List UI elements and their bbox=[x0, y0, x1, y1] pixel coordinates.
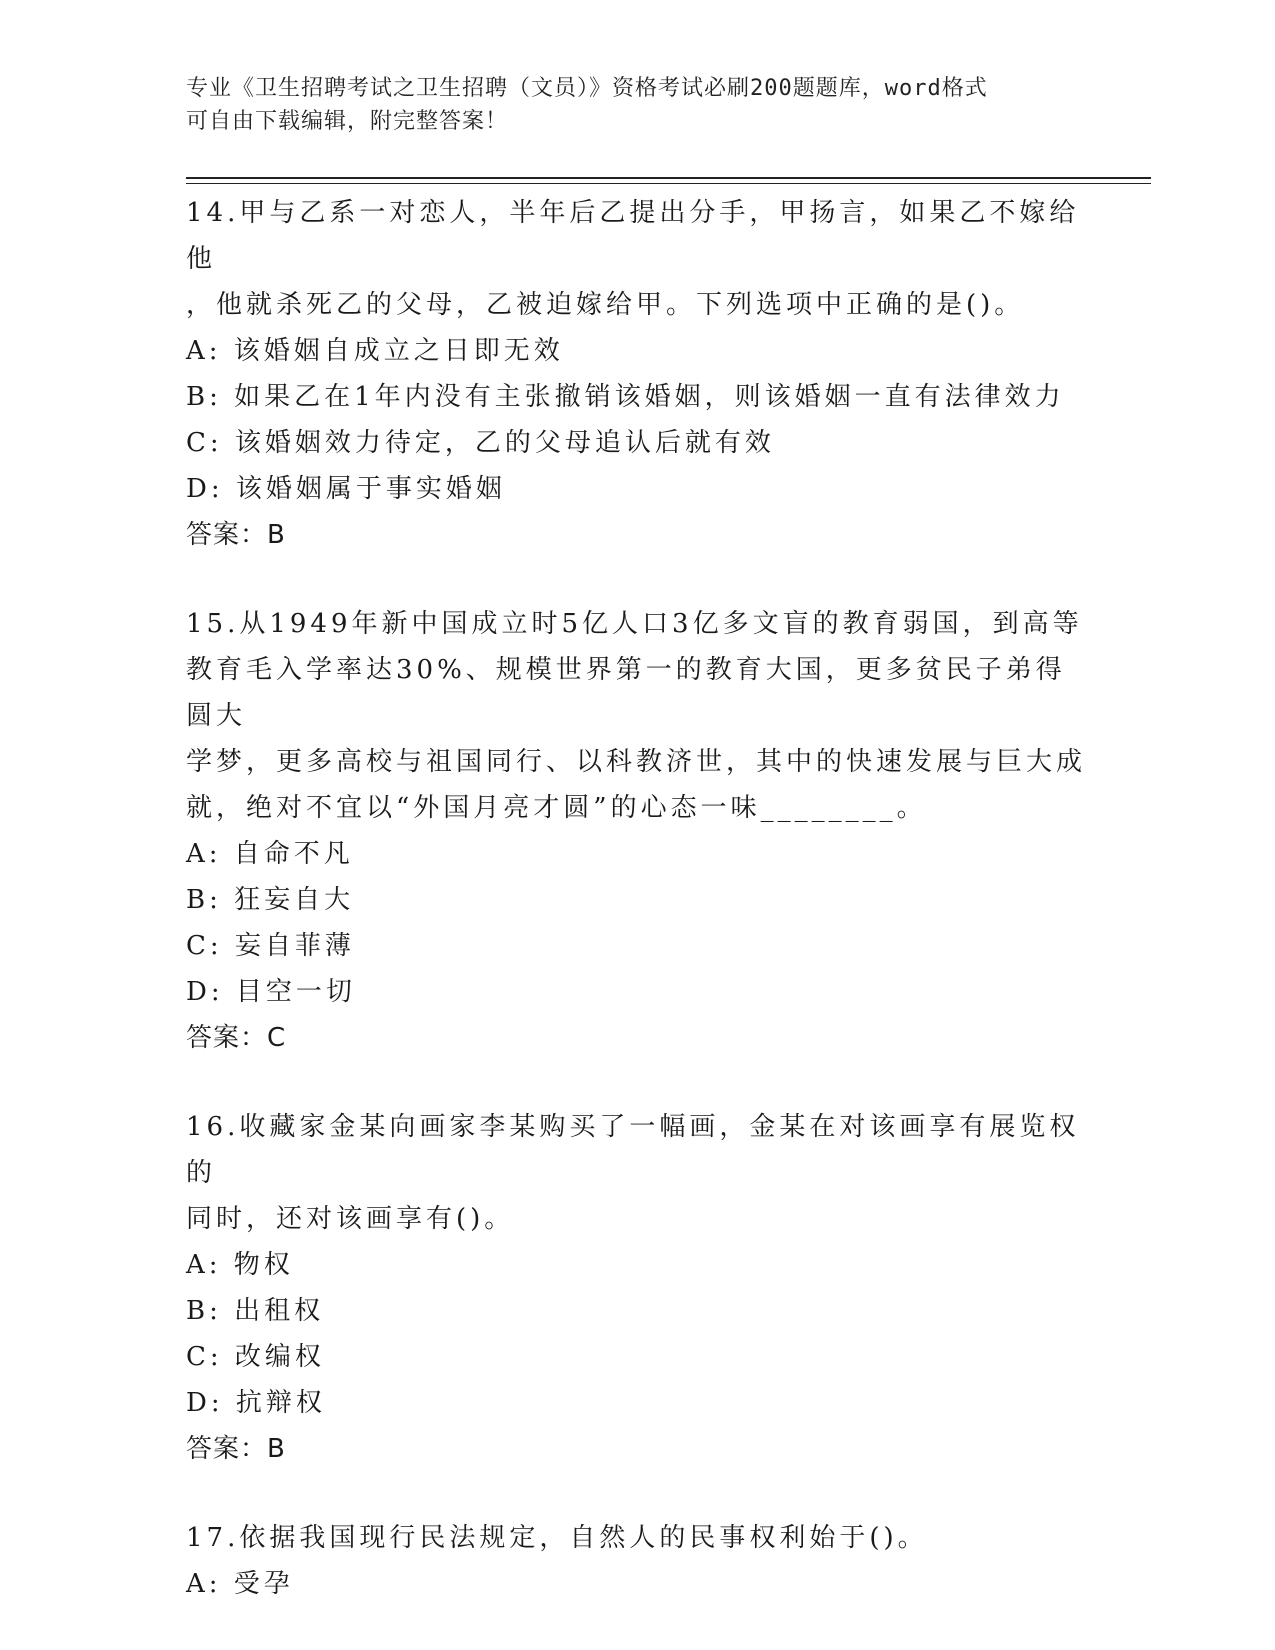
header-rule-thick bbox=[186, 177, 1151, 179]
question-stem: 教育毛入学率达30%、规模世界第一的教育大国，更多贫民子弟得圆大 bbox=[186, 655, 1066, 731]
question-stem: 15.从1949年新中国成立时5亿人口3亿多文盲的教育弱国，到高等 bbox=[186, 609, 1083, 639]
question-17 bbox=[186, 1515, 1091, 1607]
question-stem: 17.依据我国现行民法规定，自然人的民事权利始于()。 bbox=[186, 1523, 928, 1553]
option-d: D: 抗辩权 bbox=[186, 1388, 326, 1418]
option-c: C: 改编权 bbox=[186, 1342, 325, 1372]
option-c: C: 该婚姻效力待定，乙的父母追认后就有效 bbox=[186, 428, 775, 458]
question-stem: 同时，还对该画享有()。 bbox=[186, 1204, 515, 1234]
option-a: A: 受孕 bbox=[186, 1569, 294, 1599]
question-stem: 14.甲与乙系一对恋人，半年后乙提出分手，甲扬言，如果乙不嫁给他 bbox=[186, 198, 1080, 274]
option-c: C: 妄自菲薄 bbox=[186, 931, 355, 961]
question-stem: 就，绝对不宜以“外国月亮才圆”的心态一味________。 bbox=[186, 793, 927, 823]
question-stem: 16.收藏家金某向画家李某购买了一幅画，金某在对该画享有展览权的 bbox=[186, 1112, 1080, 1188]
option-b: B: 狂妄自大 bbox=[186, 885, 355, 915]
question-stem: 学梦，更多高校与祖国同行、以科教济世，其中的快速发展与巨大成 bbox=[186, 747, 1087, 777]
header-line-1: 专业《卫生招聘考试之卫生招聘（文员）》资格考试必刷200题题库，word格式 bbox=[186, 76, 988, 101]
answer: 答案：B bbox=[186, 520, 286, 550]
header-line-2: 可自由下载编辑，附完整答案！ bbox=[186, 109, 509, 134]
question-16 bbox=[186, 1104, 1091, 1472]
document-header bbox=[186, 72, 1086, 138]
option-d: D: 目空一切 bbox=[186, 977, 356, 1007]
option-a: A: 物权 bbox=[186, 1250, 294, 1280]
question-stem: ，他就杀死乙的父母，乙被迫嫁给甲。下列选项中正确的是()。 bbox=[186, 290, 1025, 320]
question-15 bbox=[186, 601, 1091, 1061]
option-a: A: 该婚姻自成立之日即无效 bbox=[186, 336, 564, 366]
option-b: B: 出租权 bbox=[186, 1296, 325, 1326]
answer: 答案：B bbox=[186, 1434, 286, 1464]
header-rule-thin bbox=[186, 183, 1151, 184]
option-d: D: 该婚姻属于事实婚姻 bbox=[186, 474, 506, 504]
option-a: A: 自命不凡 bbox=[186, 839, 354, 869]
question-14 bbox=[186, 190, 1091, 558]
answer: 答案：C bbox=[186, 1023, 287, 1053]
option-b: B: 如果乙在1年内没有主张撤销该婚姻，则该婚姻一直有法律效力 bbox=[186, 382, 1065, 412]
question-list bbox=[186, 190, 1091, 1650]
